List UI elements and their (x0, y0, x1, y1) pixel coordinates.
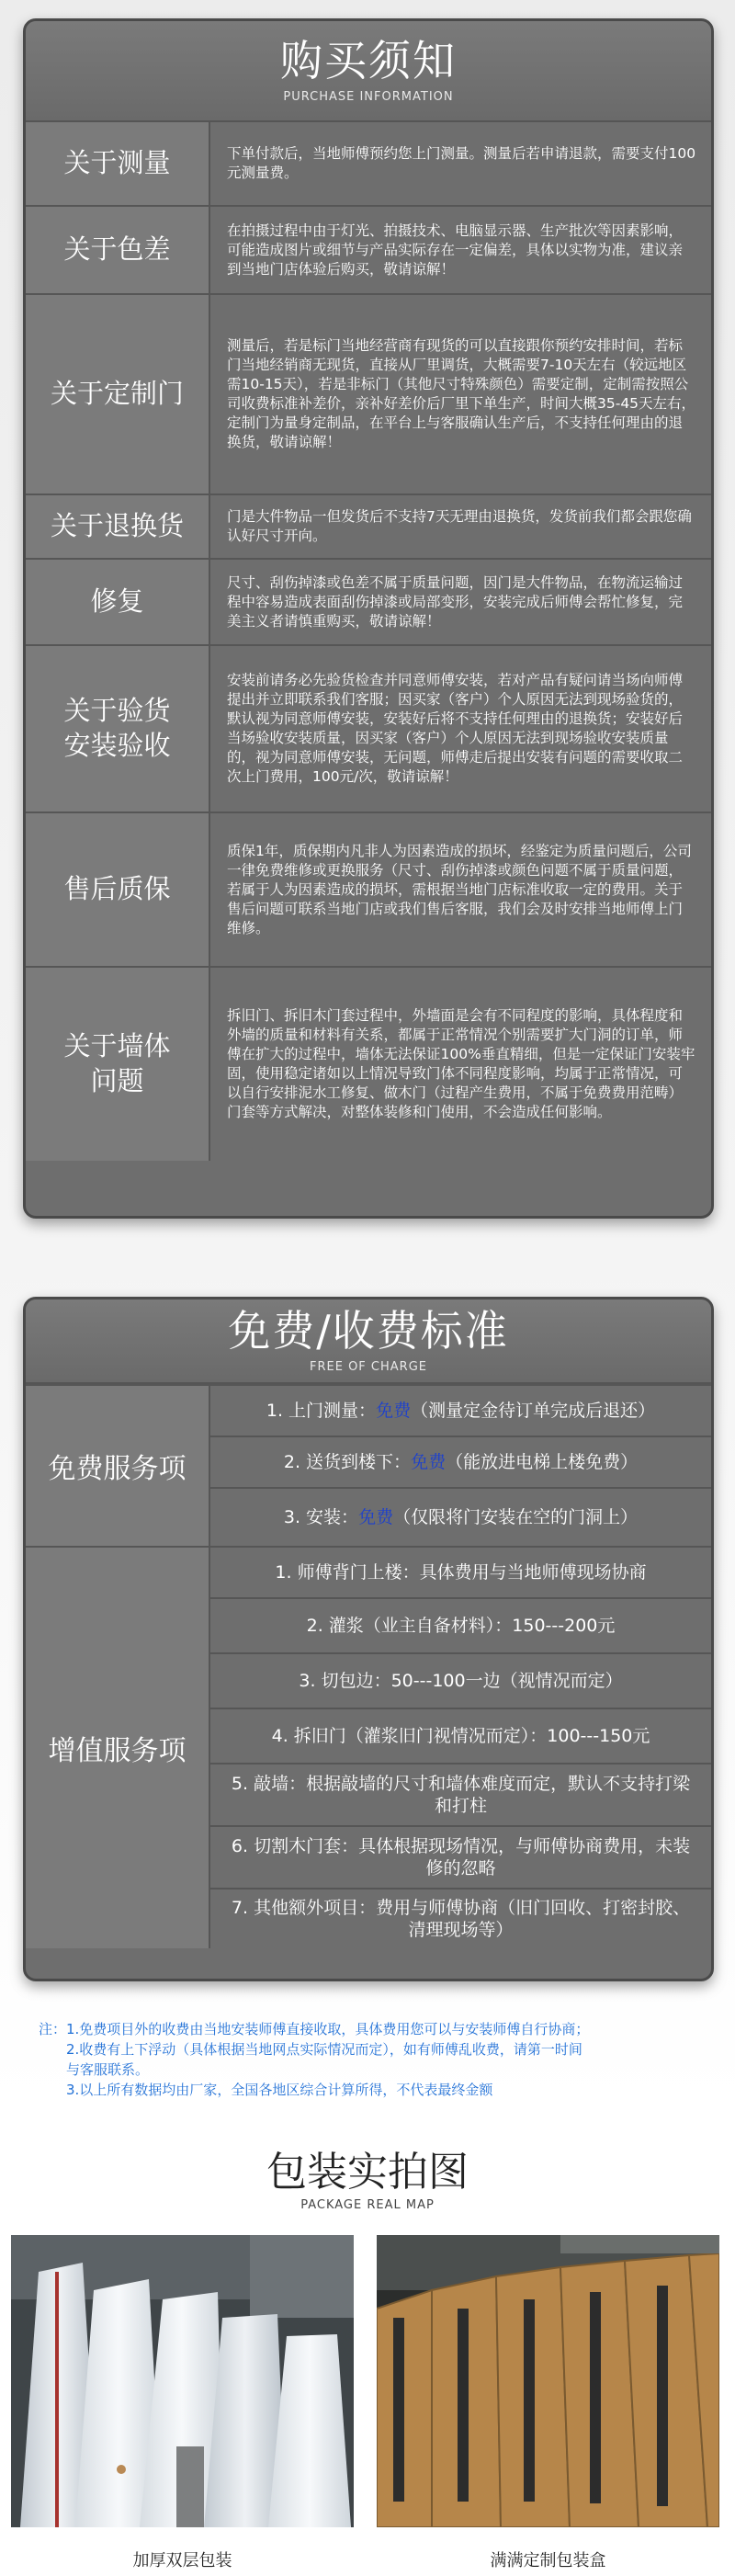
free-service-item (210, 1436, 711, 1487)
row-text: 安装前请务必先验货检查并同意师傅安装，若对产品有疑问请当场向师傅提出并立即联系我们客服；因买家（客户）个人原因无法到现场验货的，默认视为同意师傅安装，安装好后将不支持任何理由的退换货；安装好后当场验收安装质量，因买家（客户）个人原因无法到现场验收安装质量的，视为同意师傅安装，无问题，师傅走后提出安装有问题的需要收取二次上门费用，100元/次，敬请谅解！ (227, 672, 684, 785)
free-service-label: 免费服务项 (26, 1384, 210, 1546)
row-text: 下单付款后，当地师傅预约您上门测量。测量后若申请退款，需要支付100元测量费。 (227, 145, 696, 181)
foam-wrapped-doors-photo (11, 2235, 354, 2527)
paid-service-items (210, 1546, 711, 1948)
row-text: 在拍摄过程中由于灯光、拍摄技术、电脑显示器、生产批次等因素影响，可能造成图片或细节与产品实际存在一定偏差，具体以实物为准，建议亲到当地门店体验后购买，敬请谅解！ (227, 221, 684, 278)
purchase-info-title: 购买须知 (280, 36, 457, 86)
package-title: 包装实拍图 (266, 2149, 469, 2196)
row-text: 质保1年，质保期内凡非人为因素造成的损坏，经鉴定为质量问题后，公司一律免费维修或更换服务（尺寸、刮伤掉漆或颜色问题不属于质量问题，若属于人为因素造成的损坏，需根据当地门店标准收取一定的费用。关于售后问题可联系当地门店或我们售后客服，我们会及时安排当地师傅上门维修。 (227, 842, 692, 936)
purchase-info-card (23, 18, 714, 1219)
purchase-info-header (26, 21, 711, 122)
note-line: 2.收费有上下浮动（具体根据当地网点实际情况而定），如有师傅乱收费，请第一时间 (66, 2041, 582, 2058)
fee-header (26, 1299, 711, 1384)
paid-service-item: 7. 其他额外项目：费用与师傅协商（旧门回收、打密封胶、清理现场等） (210, 1888, 711, 1948)
fee-subtitle: FREE OF CHARGE (310, 1359, 427, 1374)
row-label: 关于定制门 (26, 295, 210, 494)
note-line: 与客服联系。 (66, 2061, 150, 2078)
row-label: 修复 (26, 560, 210, 644)
paid-service-item: 6. 切割木门套：具体根据现场情况，与师傅协商费用，未装修的忽略 (210, 1825, 711, 1888)
free-badge-text: 免费 (411, 1452, 447, 1472)
paid-service-label: 增值服务项 (26, 1546, 210, 1948)
free-item-note: （仅限将门安装在空的门洞上） (393, 1507, 639, 1527)
row-label: 关于验货 安装验收 (26, 646, 210, 811)
paid-service-item: 4. 拆旧门（灌浆旧门视情况而定）：100---150元 (210, 1708, 711, 1763)
purchase-info-row (26, 811, 711, 966)
free-item-text: 3. 安装： (283, 1507, 359, 1527)
purchase-info-row (26, 966, 711, 1161)
free-item-text: 1. 上门测量： (266, 1401, 377, 1421)
package-subtitle: PACKAGE REAL MAP (300, 2198, 435, 2212)
purchase-info-row (26, 494, 711, 558)
row-text: 门是大件物品一但发货后不支持7天无理由退换货，发货前我们都会跟您确认好尺寸开向。 (227, 508, 692, 544)
free-service-group (26, 1384, 711, 1546)
fee-title: 免费/收费标准 (228, 1306, 509, 1356)
row-text: 拆旧门、拆旧木门套过程中，外墙面是会有不同程度的影响，具体程度和外墙的质量和材料有关系，都属于正常情况个别需要扩大门洞的订单，师傅在扩大的过程中，墙体无法保证100%垂直精细，但是一定保证门安装牢固，使用稳定诸如以上情况导致门体不同程度影响，均属于正常情况，可以自行安排泥水工修复、做木门（过程产生费用，不属于免费费用范畴）门套等方式解决，对整体装修和门使用，不会造成任何影响。 (227, 1007, 695, 1120)
free-badge-text: 免费 (358, 1507, 394, 1527)
free-item-note: （测量定金待订单完成后退还） (411, 1401, 656, 1421)
row-label: 关于色差 (26, 207, 210, 293)
free-service-item (210, 1384, 711, 1436)
purchase-info-row (26, 293, 711, 494)
free-badge-text: 免费 (376, 1401, 412, 1421)
row-text: 测量后，若是标门当地经营商有现货的可以直接跟你预约安排时间，若标门当地经销商无现货，直接从厂里调货，大概需要7-10天左右（较远地区需10-15天），若是非标门（其他尺寸特殊颜色）需要定制，定制需按照公司收费标准补差价，亲补好差价后厂里下单生产，时间大概35-45天左右，定制门为量身定制品，在平台上与客服确认生产后，不支持任何理由的退换货，敬请谅解！ (227, 337, 696, 450)
row-label: 关于墙体 问题 (26, 968, 210, 1161)
free-service-items (210, 1384, 711, 1546)
purchase-info-subtitle: PURCHASE INFORMATION (283, 89, 454, 104)
purchase-info-row (26, 122, 711, 205)
row-label: 关于退换货 (26, 495, 210, 558)
free-service-item (210, 1487, 711, 1546)
paid-service-item: 1. 师傅背门上楼：具体费用与当地师傅现场协商 (210, 1546, 711, 1597)
caption-foam-wrap: 加厚双层包装 (132, 2551, 232, 2570)
purchase-info-row (26, 205, 711, 293)
caption-custom-box: 满满定制包装盒 (490, 2551, 606, 2570)
paid-service-item: 5. 敲墙：根据敲墙的尺寸和墙体难度而定，默认不支持打梁和打柱 (210, 1763, 711, 1825)
note-line: 注：1.免费项目外的收费由当地安装师傅直接收取，具体费用您可以与安装师傅自行协商； (39, 2021, 590, 2037)
free-item-text: 2. 送货到楼下： (283, 1452, 412, 1472)
row-label: 关于测量 (26, 122, 210, 205)
free-item-note: （能放进电梯上楼免费） (446, 1452, 639, 1472)
paid-service-group (26, 1546, 711, 1948)
purchase-info-row (26, 558, 711, 644)
row-label: 售后质保 (26, 813, 210, 966)
purchase-info-row (26, 644, 711, 811)
fee-card (23, 1297, 714, 1981)
paid-service-item: 3. 切包边：50---100一边（视情况而定） (210, 1652, 711, 1708)
purchase-info-rows (26, 122, 711, 1161)
fee-notes (39, 2019, 718, 2100)
note-line: 3.以上所有数据均由厂家，全国各地区综合计算所得，不代表最终金额 (66, 2082, 493, 2098)
custom-boxes-photo (377, 2235, 719, 2527)
paid-service-item: 2. 灌浆（业主自备材料）：150---200元 (210, 1597, 711, 1652)
row-text: 尺寸、刮伤掉漆或色差不属于质量问题，因门是大件物品，在物流运输过程中容易造成表面刮伤掉漆或局部变形，安装完成后师傅会帮忙修复，完美主义者请慎重购买，敬请谅解！ (227, 573, 684, 630)
